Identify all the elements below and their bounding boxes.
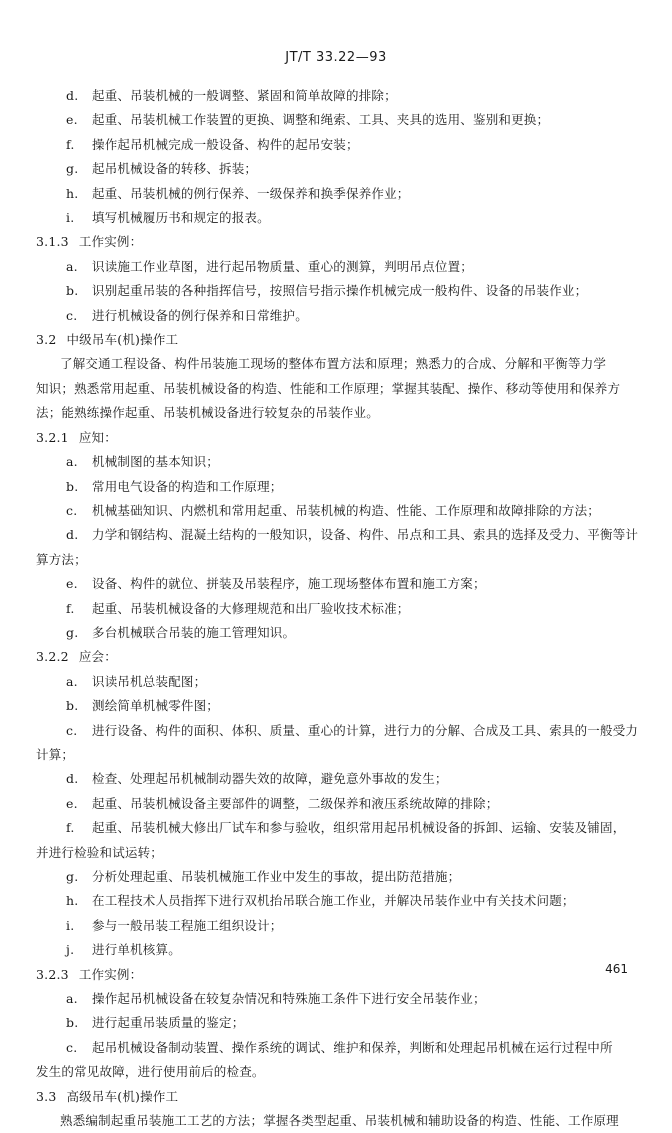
list-item-text: 识读施工作业草图，进行起吊物质量、重心的测算，判明吊点位置； [92,258,474,274]
list-item-text: 起重、吊装机械设备的大修理规范和出厂验收技术标准； [92,600,410,616]
list-item-text: 在工程技术人员指挥下进行双机抬吊联合施工作业，并解决吊装作业中有关技术问题； [92,893,575,909]
list-item [36,987,648,1011]
list-item [36,255,648,279]
list-3-2-2-items-cont [36,767,648,840]
section-heading-3-2-2: 3.2.2 应会： [36,649,117,665]
list-marker: g. [66,161,79,177]
list-marker: e. [66,576,78,592]
section-heading-3-2-1: 3.2.1 应知： [36,429,117,445]
list-item-continuation: 并进行检验和试运转； [36,844,164,860]
list-item [36,133,648,157]
list-3-2-1-items-cont [36,572,648,645]
section-heading-3-2-3: 3.2.3 工作实例： [36,966,143,982]
list-item [36,670,648,694]
list-item-text: 参与一般吊装工程施工组织设计； [92,917,283,933]
list-item-text: 力学和钢结构、混凝土结构的一般知识，设备、构件、吊点和工具、索具的选择及受力、平衡等计 [92,527,639,543]
list-item [36,914,648,938]
list-item-continuation: 发生的常见故障，进行使用前后的检查。 [36,1064,265,1080]
list-item [36,499,648,523]
list-item [36,792,648,816]
page-header [0,50,672,65]
list-3-1-2-items [36,84,648,230]
list-marker: j. [66,942,75,958]
list-item-text: 分析处理起重、吊装机械施工作业中发生的事故，提出防范措施； [92,869,461,884]
list-item [36,889,648,913]
list-marker: h. [66,185,79,201]
list-marker: d. [66,527,79,543]
section-heading-3-2: 3.2 中级吊车(机)操作工 [36,332,179,348]
list-marker: i. [66,210,75,226]
list-item-text: 操作起吊机械设备在较复杂情况和特殊施工条件下进行安全吊装作业； [92,991,486,1007]
list-item-continuation: 计算； [36,746,75,762]
list-marker: f. [66,820,75,836]
list-item-text: 常用电气设备的构造和工作原理； [92,478,283,494]
list-item-text: 起吊机械设备的转移、拆装； [92,161,258,177]
page-content [36,84,648,1133]
list-item-text: 进行单机核算。 [92,942,181,958]
list-item [36,523,648,547]
list-item [36,719,648,743]
paragraph-line: 了解交通工程设备、构件吊装施工现场的整体布置方法和原理；熟悉力的合成、分解和平衡等力学 [60,356,607,372]
list-marker: c. [66,722,78,738]
list-marker: b. [66,478,79,494]
section-heading-3-3: 3.3 高级吊车(机)操作工 [36,1088,179,1104]
list-marker: a. [66,673,78,689]
list-3-1-3-items [36,255,648,328]
section-heading-3-1-3: 3.1.3 工作实例： [36,234,143,250]
list-3-2-2-items-cont2 [36,865,648,963]
list-marker: g. [66,624,79,640]
document-code: JT/T 33.22—93 [285,50,387,65]
list-marker: d. [66,88,79,103]
list-marker: f. [66,136,75,152]
list-marker: b. [66,1015,79,1031]
list-3-2-1-items [36,450,648,548]
list-marker: b. [66,283,79,299]
list-marker: g. [66,869,79,884]
list-item [36,621,648,645]
list-item-text: 起重、吊装机械的一般调整、紧固和简单故障的排除； [92,88,397,103]
list-item-text: 起吊机械设备制动装置、操作系统的调试、维护和保养，判断和处理起吊机械在运行过程中所 [92,1039,613,1055]
list-item [36,206,648,230]
list-item-text: 进行机械设备的例行保养和日常维护。 [92,307,308,323]
list-item [36,572,648,596]
list-item-text: 进行设备、构件的面积、体积、质量、重心的计算，进行力的分解、合成及工具、索具的一般受力 [92,722,639,738]
list-item [36,279,648,303]
list-item-text: 起重、吊装机械的例行保养、一级保养和换季保养作业； [92,185,410,201]
list-marker: e. [66,795,78,811]
list-item-text: 设备、构件的就位、拼装及吊装程序，施工现场整体布置和施工方案； [92,576,486,592]
page-number: 461 [605,962,628,976]
list-item [36,157,648,181]
list-item-continuation: 算方法； [36,551,87,567]
list-marker: c. [66,307,78,323]
list-item-text: 测绘简单机械零件图； [92,698,220,714]
paragraph-line: 熟悉编制起重吊装施工工艺的方法；掌握各类型起重、吊装机械和辅助设备的构造、性能、工作原理 [60,1113,619,1129]
list-marker: b. [66,698,79,714]
list-item-text: 机械基础知识、内燃机和常用起重、吊装机械的构造、性能、工作原理和故障排除的方法； [92,502,601,518]
list-item-text: 机械制图的基本知识； [92,454,220,470]
list-marker: f. [66,600,75,616]
list-item [36,816,648,840]
list-item [36,84,648,108]
list-item [36,767,648,791]
list-marker: e. [66,112,78,128]
list-marker: a. [66,991,78,1007]
list-item-text: 多台机械联合吊装的施工管理知识。 [92,624,296,640]
list-item [36,1036,648,1060]
list-item [36,475,648,499]
list-item-text: 填写机械履历书和规定的报表。 [92,210,270,226]
paragraph-line: 知识；熟悉常用起重、吊装机械设备的构造、性能和工作原理；掌握其装配、操作、移动等使用和保养方 [36,380,621,396]
list-item-text: 操作起吊机械完成一般设备、构件的起吊安装； [92,136,359,152]
list-item-text: 起重、吊装机械设备主要部件的调整，二级保养和液压系统故障的排除； [92,795,499,811]
list-marker: d. [66,771,79,787]
list-3-2-2-items [36,670,648,743]
list-item-text: 识读吊机总装配图； [92,673,207,689]
list-marker: h. [66,893,79,909]
list-item [36,108,648,132]
list-item [36,938,648,962]
list-item-text: 进行起重吊装质量的鉴定； [92,1015,245,1031]
list-item [36,865,648,889]
list-item-text: 起重、吊装机械大修出厂试车和参与验收，组织常用起吊机械设备的拆卸、运输、安装及铺固， [92,820,626,836]
list-item [36,450,648,474]
list-item-text: 起重、吊装机械工作装置的更换、调整和绳索、工具、夹具的选用、鉴别和更换； [92,112,550,128]
list-item [36,597,648,621]
list-marker: a. [66,258,78,274]
list-marker: c. [66,1039,78,1055]
list-item-text: 检查、处理起吊机械制动器失效的故障，避免意外事故的发生； [92,771,448,787]
list-marker: c. [66,502,78,518]
list-marker: i. [66,917,75,933]
paragraph-line: 法；能熟练操作起重、吊装机械设备进行较复杂的吊装作业。 [36,405,379,421]
list-item-text: 识别起重吊装的各种指挥信号，按照信号指示操作机械完成一般构件、设备的吊装作业； [92,283,588,299]
list-item [36,694,648,718]
list-item [36,304,648,328]
list-marker: a. [66,454,78,470]
list-item [36,182,648,206]
